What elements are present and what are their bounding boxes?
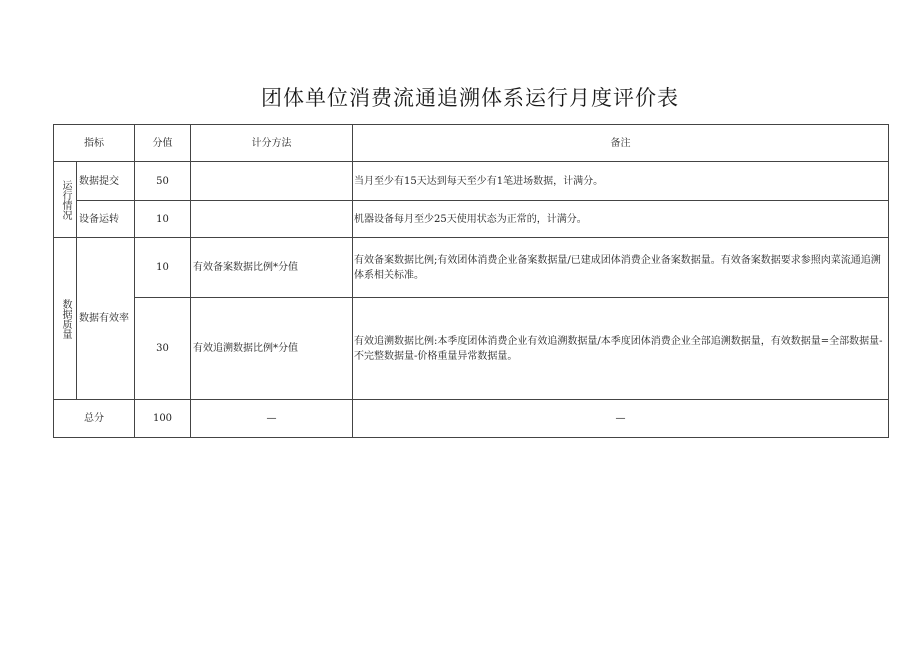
table-row: [54, 238, 889, 298]
group-label-quality-text: 数据质量: [60, 298, 71, 339]
header-row: [54, 125, 889, 162]
table-row: [54, 162, 889, 201]
indicator-cell: 数据有效率: [77, 238, 135, 400]
remark-cell: 机器设备每月至少25天使用状态为正常的，计满分。: [353, 201, 889, 238]
method-cell: [191, 201, 353, 238]
indicator-cell: 数据提交: [77, 162, 135, 201]
score-cell: 30: [135, 298, 191, 400]
score-cell: 10: [135, 238, 191, 298]
remark-cell: 有效备案数据比例;有效团体消费企业备案数据量/已建成团体消费企业备案数据量。有效备案数据要求参照肉菜流通追溯体系相关标准。: [353, 238, 889, 298]
table-row: [54, 298, 889, 400]
group-label-quality: [54, 238, 77, 400]
total-method: —: [191, 400, 353, 438]
method-cell: 有效追溯数据比例*分值: [191, 298, 353, 400]
method-cell: [191, 162, 353, 201]
total-row: [54, 400, 889, 438]
header-indicator: 指标: [54, 125, 135, 162]
score-cell: 10: [135, 201, 191, 238]
total-label: 总分: [54, 400, 135, 438]
header-remark: 备注: [353, 125, 889, 162]
total-remark: —: [353, 400, 889, 438]
method-cell: 有效备案数据比例*分值: [191, 238, 353, 298]
score-cell: 50: [135, 162, 191, 201]
evaluation-table: [53, 124, 889, 438]
group-label-operation-text: 运行情况: [60, 179, 71, 220]
remark-cell: 有效追溯数据比例:本季度团体消费企业有效追溯数据量/本季度团体消费企业全部追溯数据量，有效数据量=全部数据量-不完整数据量-价格重量异常数据量。: [353, 298, 889, 400]
total-score: 100: [135, 400, 191, 438]
remark-cell: 当月至少有15天达到每天至少有1笔进场数据，计满分。: [353, 162, 889, 201]
header-method: 计分方法: [191, 125, 353, 162]
table-row: [54, 201, 889, 238]
group-label-operation: [54, 162, 77, 238]
header-score: 分值: [135, 125, 191, 162]
indicator-cell: 设备运转: [77, 201, 135, 238]
page-title: 团体单位消费流通追溯体系运行月度评价表: [261, 86, 679, 110]
